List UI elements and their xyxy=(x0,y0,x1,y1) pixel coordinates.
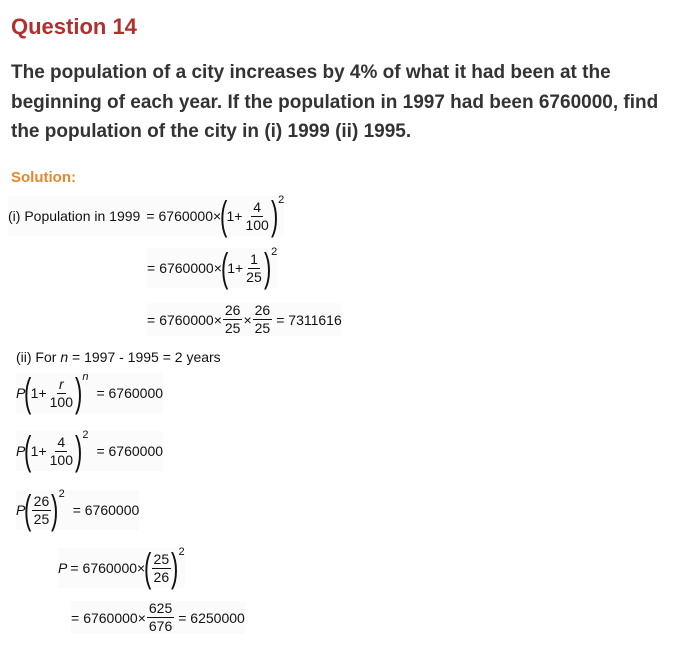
equals-sign: = xyxy=(70,560,79,576)
intro-suffix: = 1997 - 1995 = 2 years xyxy=(68,349,221,365)
base-value: 6760000× xyxy=(83,609,146,626)
right-paren: ) xyxy=(51,488,59,532)
one-plus: 1+ xyxy=(30,443,47,459)
right-paren: ) xyxy=(74,429,83,473)
equals-sign: = xyxy=(71,609,80,626)
principal-symbol: P xyxy=(16,443,26,459)
fraction xyxy=(48,377,75,410)
part2-line1 xyxy=(16,373,163,413)
one-plus: 1+ xyxy=(227,260,244,276)
part2-line3 xyxy=(16,490,139,530)
right-paren: ) xyxy=(263,246,272,290)
left-paren: ( xyxy=(24,371,32,415)
denominator: 25 xyxy=(33,510,50,527)
solution-label: Solution: xyxy=(11,169,76,186)
denominator: 676 xyxy=(148,618,173,634)
rhs: = 6760000 xyxy=(96,385,164,401)
left-paren: ( xyxy=(220,246,229,290)
exponent: 2 xyxy=(58,488,65,500)
fraction xyxy=(243,200,270,233)
principal-symbol: P xyxy=(58,560,68,576)
numerator: 25 xyxy=(153,550,170,567)
fraction xyxy=(48,435,75,468)
left-paren: ( xyxy=(144,546,152,590)
left-paren: ( xyxy=(220,194,228,238)
question-title: Question 14 xyxy=(11,14,137,39)
numerator: 4 xyxy=(57,433,66,450)
one-plus: 1+ xyxy=(226,208,243,224)
result: = 6250000 xyxy=(178,609,245,626)
denominator: 100 xyxy=(49,393,73,410)
exponent: 2 xyxy=(82,429,89,441)
result: = 7311616 xyxy=(276,311,342,328)
numerator: r xyxy=(58,375,64,392)
denominator: 25 xyxy=(224,320,241,336)
part2-intro xyxy=(16,349,221,365)
denominator: 25 xyxy=(254,320,271,336)
left-paren: ( xyxy=(24,488,32,532)
numerator: 4 xyxy=(253,198,262,215)
exponent: 2 xyxy=(271,246,278,258)
part1-line1 xyxy=(8,196,284,236)
numerator: 26 xyxy=(254,302,271,318)
denominator: 100 xyxy=(49,451,73,468)
part1-lhs: (i) Population in 1999 xyxy=(8,208,141,224)
equals-sign: = xyxy=(147,311,156,328)
intro-prefix: (ii) For xyxy=(16,349,61,365)
part1-line2 xyxy=(147,248,277,288)
numerator: 1 xyxy=(250,250,258,267)
fraction xyxy=(152,552,172,585)
exponent: 2 xyxy=(278,194,285,206)
part2-line4 xyxy=(58,548,185,588)
exponent: n xyxy=(82,371,89,383)
numerator: 625 xyxy=(148,600,173,616)
right-paren: ) xyxy=(171,546,179,590)
denominator: 26 xyxy=(153,568,170,585)
rhs: = 6760000 xyxy=(96,443,164,459)
fraction-1 xyxy=(223,303,243,336)
fraction xyxy=(32,494,52,527)
part1-line3 xyxy=(147,303,342,336)
numerator: 26 xyxy=(224,302,241,318)
base-value: 6760000× xyxy=(82,560,146,576)
right-paren: ) xyxy=(270,194,279,238)
fraction xyxy=(244,252,264,285)
denominator: 100 xyxy=(245,216,269,233)
times-sign: × xyxy=(243,311,252,328)
base-value: 6760000× xyxy=(159,260,222,276)
base-value: 6760000× xyxy=(159,311,222,328)
part2-line2 xyxy=(16,431,163,471)
equals-sign: = xyxy=(146,208,155,224)
base-value: 6760000× xyxy=(158,208,222,224)
left-paren: ( xyxy=(24,429,32,473)
principal-symbol: P xyxy=(16,502,26,518)
numerator: 26 xyxy=(33,492,50,509)
intro-variable: n xyxy=(60,349,69,365)
denominator: 25 xyxy=(246,268,262,285)
fraction xyxy=(147,601,174,634)
exponent: 2 xyxy=(178,546,185,558)
part2-line5 xyxy=(71,601,245,634)
principal-symbol: P xyxy=(16,385,26,401)
question-text: The population of a city increases by 4% of what it had been at the beginning of each year. If the population in 1997 had been 6760000, find the population of the city in (i) 1999 (ii) 1995. xyxy=(11,62,659,142)
rhs: = 6760000 xyxy=(72,502,140,518)
fraction-2 xyxy=(253,303,273,336)
right-paren: ) xyxy=(74,371,83,415)
equals-sign: = xyxy=(147,260,156,276)
one-plus: 1+ xyxy=(30,385,47,401)
